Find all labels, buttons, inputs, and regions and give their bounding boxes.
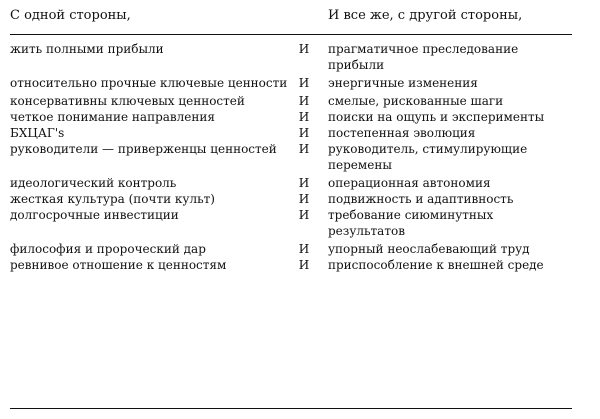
row-left-text: руководители — приверженцы ценностей	[10, 142, 277, 156]
table-row	[10, 257, 572, 273]
header-left: С одной стороны,	[10, 8, 131, 23]
row-connector: И	[298, 76, 310, 90]
row-connector: И	[298, 94, 310, 108]
row-right-text: подвижность и адаптивность	[328, 192, 514, 206]
row-connector: И	[298, 126, 310, 140]
table-row	[10, 75, 572, 91]
table-bottom-divider	[10, 408, 572, 409]
table-row	[10, 207, 572, 239]
row-left-text: жить полными прибыли	[10, 42, 164, 56]
row-right-text: прагматичное преследование прибыли	[328, 42, 519, 72]
table-row	[10, 141, 572, 173]
row-left-text: четкое понимание направления	[10, 110, 215, 124]
row-connector: И	[298, 110, 310, 124]
table-row	[10, 125, 572, 141]
row-left-text: жесткая культура (почти культ)	[10, 192, 215, 206]
header-divider	[10, 34, 572, 35]
row-left-text: философия и пророческий дар	[10, 242, 206, 256]
row-left-text: БХЦАГ's	[10, 126, 65, 140]
row-connector: И	[298, 142, 310, 156]
header-right: И все же, с другой стороны,	[328, 8, 523, 23]
row-left-text: консервативны ключевых ценностей	[10, 94, 245, 108]
table-row	[10, 109, 572, 125]
table-row	[10, 191, 572, 207]
row-right-text: смелые, рискованные шаги	[328, 94, 504, 108]
row-left-text: относительно прочные ключевые ценности	[10, 76, 288, 90]
table-row	[10, 93, 572, 109]
row-left-text: долгосрочные инвестиции	[10, 208, 179, 222]
row-right-text: постепенная эволюция	[328, 126, 476, 140]
row-connector: И	[298, 258, 310, 272]
row-left-text: ревнивое отношение к ценностям	[10, 258, 227, 272]
table-row	[10, 241, 572, 257]
table-row	[10, 41, 572, 73]
row-right-text: упорный неослабевающий труд	[328, 242, 530, 256]
row-connector: И	[298, 242, 310, 256]
row-right-text: энергичные изменения	[328, 76, 478, 90]
row-right-text: приспособление к внешней среде	[328, 258, 544, 272]
row-left-text: идеологический контроль	[10, 176, 177, 190]
table-header	[10, 0, 572, 34]
row-connector: И	[298, 176, 310, 190]
table-body	[10, 41, 572, 273]
table-row	[10, 175, 572, 191]
row-connector: И	[298, 208, 310, 222]
row-right-text: руководитель, стимулирующие перемены	[328, 142, 528, 172]
row-right-text: операционная автономия	[328, 176, 491, 190]
row-connector: И	[298, 42, 310, 56]
row-connector: И	[298, 192, 310, 206]
row-right-text: поиски на ощупь и эксперименты	[328, 110, 545, 124]
row-right-text: требование сиюминутных результатов	[328, 208, 494, 238]
